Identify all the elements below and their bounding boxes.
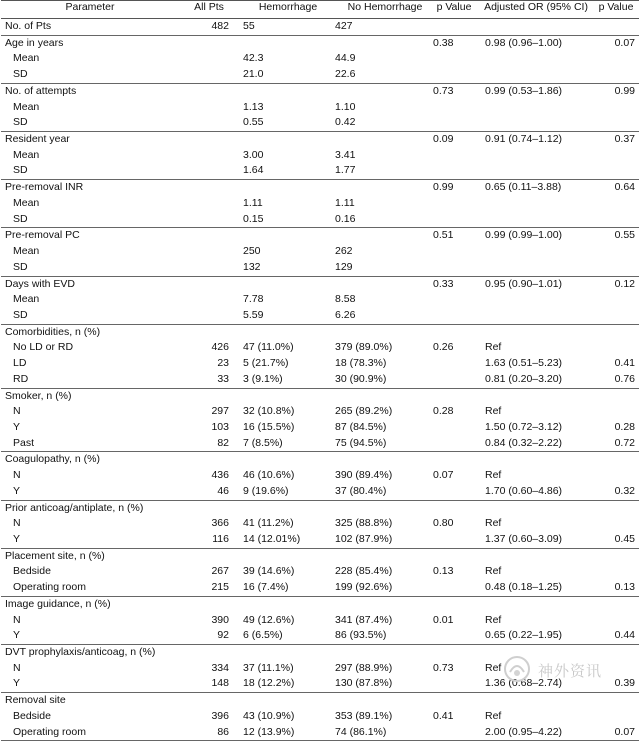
adjusted-or-value: 1.50 (0.72–3.12) — [485, 421, 562, 433]
adjusted-or-value: 0.99 (0.99–1.00) — [485, 229, 562, 241]
hemorrhage-value: 5.59 — [243, 309, 333, 321]
p-value: 0.51 — [433, 229, 453, 241]
adjusted-or-value: 0.98 (0.96–1.00) — [485, 37, 562, 49]
adjusted-or-value: Ref — [485, 341, 501, 353]
row-label: SD — [13, 309, 28, 321]
hemorrhage-value: 37 (11.1%) — [243, 662, 333, 674]
hemorrhage-value: 21.0 — [243, 68, 333, 80]
hemorrhage-value: 1.64 — [243, 164, 333, 176]
no-hemorrhage-value: 341 (87.4%) — [335, 614, 435, 626]
all-pts-value: 46 — [179, 485, 229, 497]
hemorrhage-value: 7 (8.5%) — [243, 437, 333, 449]
hemorrhage-value: 0.15 — [243, 213, 333, 225]
p-value: 0.99 — [433, 181, 453, 193]
row-label: Resident year — [5, 133, 70, 145]
all-pts-value: 396 — [179, 710, 229, 722]
adjusted-p-value: 0.99 — [591, 85, 635, 97]
row-label: Bedside — [13, 565, 51, 577]
table-row — [1, 389, 639, 453]
row-label: N — [13, 405, 21, 417]
header-no-hemorrhage: No Hemorrhage — [335, 1, 435, 13]
row-label: Smoker, n (%) — [5, 390, 72, 402]
no-hemorrhage-value: 379 (89.0%) — [335, 341, 435, 353]
row-label: Mean — [13, 293, 39, 305]
row-label: No. of Pts — [5, 20, 51, 32]
p-value: 0.13 — [433, 565, 453, 577]
row-label: Pre-removal INR — [5, 181, 83, 193]
adjusted-p-value: 0.13 — [591, 581, 635, 593]
no-hemorrhage-value: 44.9 — [335, 52, 435, 64]
row-label: No LD or RD — [13, 341, 73, 353]
all-pts-value: 103 — [179, 421, 229, 433]
all-pts-value: 86 — [179, 726, 229, 738]
adjusted-or-value: Ref — [485, 710, 501, 722]
table-row — [1, 36, 639, 84]
row-label: Age in years — [5, 37, 63, 49]
row-label: Mean — [13, 245, 39, 257]
no-hemorrhage-value: 353 (89.1%) — [335, 710, 435, 722]
hemorrhage-value: 14 (12.01%) — [243, 533, 333, 545]
row-label: Y — [13, 533, 20, 545]
header-adjusted-or: Adjusted OR (95% CI) — [477, 1, 595, 13]
all-pts-value: 116 — [179, 533, 229, 545]
hemorrhage-value: 1.11 — [243, 197, 333, 209]
adjusted-or-value: 0.65 (0.22–1.95) — [485, 629, 562, 641]
adjusted-or-value: 2.00 (0.95–4.22) — [485, 726, 562, 738]
table-row — [1, 325, 639, 389]
no-hemorrhage-value: 129 — [335, 261, 435, 273]
row-label: Mean — [13, 149, 39, 161]
row-label: Bedside — [13, 710, 51, 722]
all-pts-value: 23 — [179, 357, 229, 369]
hemorrhage-value: 12 (13.9%) — [243, 726, 333, 738]
p-value: 0.73 — [433, 662, 453, 674]
row-label: Y — [13, 421, 20, 433]
hemorrhage-value: 5 (21.7%) — [243, 357, 333, 369]
header-all-pts: All Pts — [179, 1, 239, 13]
row-label: SD — [13, 68, 28, 80]
no-hemorrhage-value: 262 — [335, 245, 435, 257]
table-row — [1, 549, 639, 597]
no-hemorrhage-value: 199 (92.6%) — [335, 581, 435, 593]
no-hemorrhage-value: 6.26 — [335, 309, 435, 321]
all-pts-value: 33 — [179, 373, 229, 385]
hemorrhage-value: 32 (10.8%) — [243, 405, 333, 417]
row-label: No. of attempts — [5, 85, 76, 97]
table-header-row — [1, 1, 639, 19]
adjusted-p-value: 0.28 — [591, 421, 635, 433]
adjusted-or-value: 0.81 (0.20–3.20) — [485, 373, 562, 385]
table-row — [1, 597, 639, 645]
hemorrhage-value: 16 (15.5%) — [243, 421, 333, 433]
hemorrhage-value: 132 — [243, 261, 333, 273]
p-value: 0.28 — [433, 405, 453, 417]
p-value: 0.26 — [433, 341, 453, 353]
adjusted-or-value: 0.95 (0.90–1.01) — [485, 278, 562, 290]
hemorrhage-value: 41 (11.2%) — [243, 517, 333, 529]
adjusted-p-value: 0.72 — [591, 437, 635, 449]
table-row — [1, 180, 639, 228]
no-hemorrhage-value: 30 (90.9%) — [335, 373, 435, 385]
adjusted-p-value: 0.76 — [591, 373, 635, 385]
hemorrhage-value: 6 (6.5%) — [243, 629, 333, 641]
header-adjusted-p-value: p Value — [593, 1, 639, 13]
adjusted-p-value: 0.37 — [591, 133, 635, 145]
row-label: Mean — [13, 197, 39, 209]
hemorrhage-value: 3.00 — [243, 149, 333, 161]
adjusted-p-value: 0.44 — [591, 629, 635, 641]
no-hemorrhage-value: 427 — [335, 20, 435, 32]
row-label: Past — [13, 437, 34, 449]
table-row — [1, 645, 639, 693]
adjusted-p-value: 0.12 — [591, 278, 635, 290]
adjusted-p-value: 0.41 — [591, 357, 635, 369]
row-label: Mean — [13, 101, 39, 113]
all-pts-value: 366 — [179, 517, 229, 529]
hemorrhage-value: 9 (19.6%) — [243, 485, 333, 497]
adjusted-or-value: 0.48 (0.18–1.25) — [485, 581, 562, 593]
hemorrhage-value: 42.3 — [243, 52, 333, 64]
table-row — [1, 693, 639, 741]
adjusted-p-value: 0.64 — [591, 181, 635, 193]
p-value: 0.33 — [433, 278, 453, 290]
hemorrhage-value: 43 (10.9%) — [243, 710, 333, 722]
no-hemorrhage-value: 265 (89.2%) — [335, 405, 435, 417]
table-row — [1, 452, 639, 500]
all-pts-value: 436 — [179, 469, 229, 481]
p-value: 0.01 — [433, 614, 453, 626]
row-label: SD — [13, 213, 28, 225]
adjusted-or-value: 1.70 (0.60–4.86) — [485, 485, 562, 497]
no-hemorrhage-value: 22.6 — [335, 68, 435, 80]
p-value: 0.07 — [433, 469, 453, 481]
row-label: N — [13, 662, 21, 674]
adjusted-or-value: 0.65 (0.11–3.88) — [485, 181, 561, 193]
adjusted-or-value: Ref — [485, 469, 501, 481]
row-label: Coagulopathy, n (%) — [5, 453, 100, 465]
table-row — [1, 277, 639, 325]
hemorrhage-value: 1.13 — [243, 101, 333, 113]
adjusted-p-value: 0.07 — [591, 37, 635, 49]
p-value: 0.80 — [433, 517, 453, 529]
no-hemorrhage-value: 75 (94.5%) — [335, 437, 435, 449]
hemorrhage-value: 0.55 — [243, 116, 333, 128]
no-hemorrhage-value: 86 (93.5%) — [335, 629, 435, 641]
row-label: Removal site — [5, 694, 66, 706]
hemorrhage-value: 18 (12.2%) — [243, 677, 333, 689]
hemorrhage-value: 3 (9.1%) — [243, 373, 333, 385]
hemorrhage-value: 250 — [243, 245, 333, 257]
row-label: Pre-removal PC — [5, 229, 80, 241]
row-label: DVT prophylaxis/anticoag, n (%) — [5, 646, 155, 658]
row-label: Days with EVD — [5, 278, 75, 290]
adjusted-p-value: 0.45 — [591, 533, 635, 545]
header-parameter: Parameter — [1, 1, 179, 13]
table-row — [1, 84, 639, 132]
adjusted-or-value: 0.91 (0.74–1.12) — [485, 133, 562, 145]
row-label: N — [13, 614, 21, 626]
all-pts-value: 297 — [179, 405, 229, 417]
hemorrhage-value: 16 (7.4%) — [243, 581, 333, 593]
table-row — [1, 501, 639, 549]
no-hemorrhage-value: 0.16 — [335, 213, 435, 225]
no-hemorrhage-value: 102 (87.9%) — [335, 533, 435, 545]
row-label: LD — [13, 357, 26, 369]
adjusted-or-value: 1.37 (0.60–3.09) — [485, 533, 562, 545]
row-label: Image guidance, n (%) — [5, 598, 111, 610]
row-label: N — [13, 469, 21, 481]
adjusted-or-value: Ref — [485, 405, 501, 417]
no-hemorrhage-value: 1.77 — [335, 164, 435, 176]
no-hemorrhage-value: 37 (80.4%) — [335, 485, 435, 497]
watermark-text: 神外资讯 — [538, 660, 602, 681]
no-hemorrhage-value: 87 (84.5%) — [335, 421, 435, 433]
row-label: Y — [13, 485, 20, 497]
row-label: Prior anticoag/antiplate, n (%) — [5, 502, 143, 514]
p-value: 0.38 — [433, 37, 453, 49]
p-value: 0.09 — [433, 133, 453, 145]
hemorrhage-value: 55 — [243, 20, 333, 32]
row-label: Y — [13, 629, 20, 641]
all-pts-value: 148 — [179, 677, 229, 689]
adjusted-p-value: 0.39 — [591, 677, 635, 689]
header-p-value: p Value — [425, 1, 483, 13]
no-hemorrhage-value: 325 (88.8%) — [335, 517, 435, 529]
no-hemorrhage-value: 18 (78.3%) — [335, 357, 435, 369]
no-hemorrhage-value: 1.11 — [335, 197, 435, 209]
hemorrhage-value: 47 (11.0%) — [243, 341, 333, 353]
no-hemorrhage-value: 297 (88.9%) — [335, 662, 435, 674]
p-value: 0.73 — [433, 85, 453, 97]
no-hemorrhage-value: 390 (89.4%) — [335, 469, 435, 481]
adjusted-p-value: 0.07 — [591, 726, 635, 738]
hemorrhage-value: 49 (12.6%) — [243, 614, 333, 626]
no-hemorrhage-value: 74 (86.1%) — [335, 726, 435, 738]
hemorrhage-value: 7.78 — [243, 293, 333, 305]
row-label: SD — [13, 116, 28, 128]
adjusted-p-value: 0.32 — [591, 485, 635, 497]
all-pts-value: 390 — [179, 614, 229, 626]
all-pts-value: 215 — [179, 581, 229, 593]
adjusted-p-value: 0.55 — [591, 229, 635, 241]
row-label: Mean — [13, 52, 39, 64]
hemorrhage-value: 46 (10.6%) — [243, 469, 333, 481]
no-hemorrhage-value: 228 (85.4%) — [335, 565, 435, 577]
row-label: Placement site, n (%) — [5, 550, 105, 562]
adjusted-or-value: 0.84 (0.32–2.22) — [485, 437, 562, 449]
adjusted-or-value: 0.99 (0.53–1.86) — [485, 85, 562, 97]
row-label: RD — [13, 373, 28, 385]
no-hemorrhage-value: 8.58 — [335, 293, 435, 305]
adjusted-or-value: 1.63 (0.51–5.23) — [485, 357, 562, 369]
no-hemorrhage-value: 0.42 — [335, 116, 435, 128]
no-hemorrhage-value: 130 (87.8%) — [335, 677, 435, 689]
all-pts-value: 426 — [179, 341, 229, 353]
row-label: SD — [13, 261, 28, 273]
all-pts-value: 92 — [179, 629, 229, 641]
p-value: 0.41 — [433, 710, 453, 722]
row-label: Comorbidities, n (%) — [5, 326, 100, 338]
row-label: SD — [13, 164, 28, 176]
header-hemorrhage: Hemorrhage — [243, 1, 333, 13]
all-pts-value: 334 — [179, 662, 229, 674]
adjusted-or-value: 1.36 (0.68–2.74) — [485, 677, 562, 689]
row-label: Y — [13, 677, 20, 689]
table-row — [1, 19, 639, 36]
no-hemorrhage-value: 1.10 — [335, 101, 435, 113]
row-label: Operating room — [13, 726, 86, 738]
all-pts-value: 482 — [179, 20, 229, 32]
table-row — [1, 132, 639, 180]
adjusted-or-value: Ref — [485, 517, 501, 529]
data-table — [1, 0, 639, 741]
adjusted-or-value: Ref — [485, 614, 501, 626]
hemorrhage-value: 39 (14.6%) — [243, 565, 333, 577]
table-row — [1, 228, 639, 276]
no-hemorrhage-value: 3.41 — [335, 149, 435, 161]
adjusted-or-value: Ref — [485, 565, 501, 577]
all-pts-value: 82 — [179, 437, 229, 449]
adjusted-or-value: Ref — [485, 662, 501, 674]
all-pts-value: 267 — [179, 565, 229, 577]
row-label: Operating room — [13, 581, 86, 593]
row-label: N — [13, 517, 21, 529]
